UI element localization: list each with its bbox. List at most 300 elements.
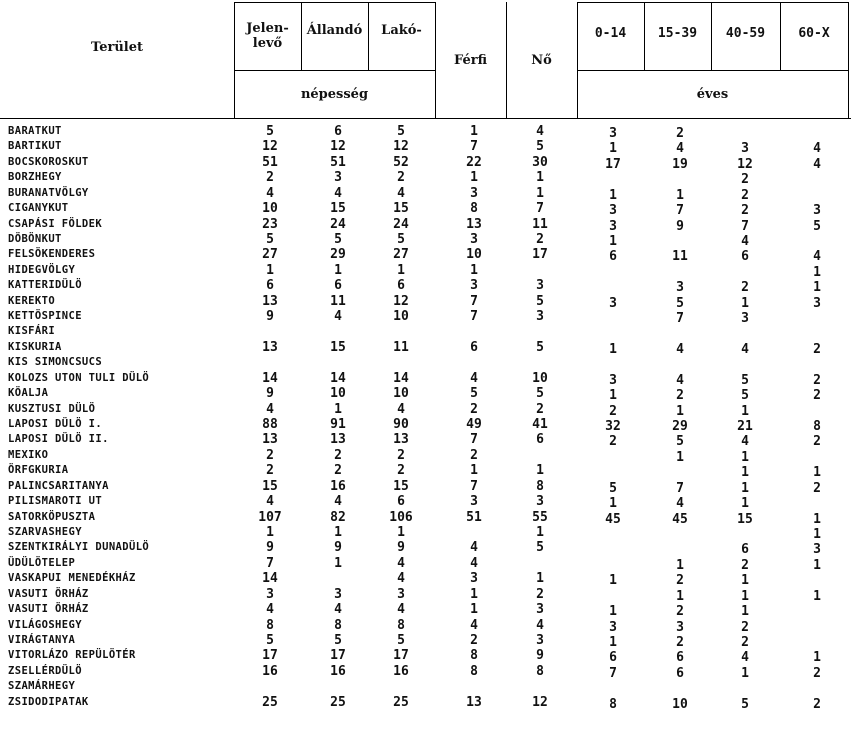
row-value: 107 [258,509,282,525]
row-value: 1 [470,262,478,278]
row-value: 5 [609,480,617,496]
row-value: 3 [470,185,478,201]
table-row [0,556,851,571]
row-value: 12 [532,694,548,710]
row-value: 16 [393,663,409,679]
row-value: 2 [397,447,405,463]
row-value: 4 [397,571,405,587]
header-no: Nő [531,52,552,68]
row-value: 10 [393,386,409,402]
row-value: 106 [389,509,413,525]
row-value: 8 [334,617,342,633]
table-row [0,201,851,219]
table-row [0,155,851,170]
row-value: 6 [741,542,749,558]
row-value: 90 [393,417,409,433]
row-value: 5 [266,632,274,648]
row-area-name: KATTERIDÜLÖ [8,279,82,292]
row-value: 51 [466,509,482,525]
row-value: 7 [470,139,478,155]
table-row [0,463,851,481]
row-value: 1 [609,233,617,249]
row-value: 13 [262,339,278,355]
row-area-name: KÖALJA [8,387,49,400]
row-value: 88 [262,417,278,433]
row-value: 16 [262,663,278,679]
row-value: 6 [676,650,684,666]
row-value: 8 [470,663,478,679]
row-area-name: VIRÁGTANYA [8,633,76,646]
row-area-name: VASKAPUI MENEDÉKHÁZ [8,572,136,585]
row-value: 3 [266,586,274,602]
row-value: 2 [334,463,342,479]
row-value: 11 [330,293,346,309]
row-value: 1 [741,665,749,681]
row-value: 2 [334,447,342,463]
row-value: 1 [741,496,749,512]
row-value: 9 [334,540,342,556]
row-value: 45 [672,511,688,527]
row-value: 1 [470,602,478,618]
row-value: 3 [813,203,821,219]
row-value: 21 [737,419,753,435]
data-rows [0,124,851,710]
row-value: 7 [470,309,478,325]
row-value: 8 [609,696,617,712]
row-value: 7 [470,478,478,494]
row-value: 4 [334,309,342,325]
row-value: 12 [393,293,409,309]
row-value: 3 [470,278,478,294]
row-value: 4 [266,185,274,201]
row-value: 25 [330,694,346,710]
row-area-name: SZAMÁRHEGY [8,680,76,693]
row-value: 8 [266,617,274,633]
row-value: 2 [536,586,544,602]
row-value: 6 [470,339,478,355]
row-value: 4 [470,370,478,386]
row-value: 3 [813,542,821,558]
table-row [0,324,851,339]
row-value: 1 [536,170,544,186]
row-value: 2 [813,434,821,450]
row-value: 4 [266,401,274,417]
row-value: 3 [536,309,544,325]
row-value: 10 [330,386,346,402]
row-value: 1 [813,264,821,280]
row-value: 3 [676,619,684,635]
row-value: 29 [330,247,346,263]
row-value: 24 [330,216,346,232]
row-value: 1 [741,465,749,481]
row-value: 2 [813,665,821,681]
row-value: 11 [532,216,548,232]
row-value: 5 [397,231,405,247]
row-value: 24 [393,216,409,232]
row-value: 2 [266,170,274,186]
table-row [0,309,851,327]
header-bottom-rule [0,118,851,119]
row-value: 1 [676,557,684,573]
row-area-name: LAPOSI DÜLÖ I. [8,418,103,431]
header-age-60-x: 60-X [798,25,830,41]
row-value: 2 [536,231,544,247]
row-area-name: HIDEGVÖLGY [8,263,76,276]
row-value: 4 [741,341,749,357]
row-value: 5 [470,386,478,402]
table-row [0,386,851,404]
row-value: 1 [813,650,821,666]
row-value: 55 [532,509,548,525]
row-value: 2 [813,696,821,712]
row-value: 7 [470,432,478,448]
row-area-name: KETTÖSPINCE [8,310,82,323]
row-area-name: KISKURIA [8,340,62,353]
row-value: 5 [741,372,749,388]
row-value: 3 [536,494,544,510]
row-value: 1 [334,555,342,571]
row-value: 7 [676,203,684,219]
row-value: 4 [334,494,342,510]
row-area-name: BOCSKOROSKUT [8,155,89,168]
row-value: 7 [741,218,749,234]
table-row [0,602,851,620]
row-value: 1 [609,573,617,589]
row-value: 2 [741,619,749,635]
table-row [0,278,851,296]
row-value: 1 [609,634,617,650]
row-value: 4 [813,156,821,172]
row-value: 1 [536,463,544,479]
row-value: 1 [334,401,342,417]
header-age-15-39: 15-39 [657,25,698,41]
table-row [0,247,851,265]
row-value: 22 [466,154,482,170]
row-value: 4 [397,602,405,618]
table-row [0,540,851,558]
row-value: 1 [813,280,821,296]
row-value: 4 [536,617,544,633]
row-value: 1 [609,141,617,157]
row-value: 1 [741,295,749,311]
row-area-name: SZENTKIRÁLYI DUNADÜLÖ [8,541,150,554]
row-value: 2 [266,447,274,463]
row-value: 5 [536,293,544,309]
row-value: 9 [676,218,684,234]
row-value: 6 [676,665,684,681]
row-value: 4 [676,141,684,157]
row-value: 2 [266,463,274,479]
row-value: 1 [334,524,342,540]
row-value: 5 [397,632,405,648]
row-value: 13 [262,432,278,448]
row-value: 5 [741,696,749,712]
table-row [0,679,851,694]
row-value: 4 [470,540,478,556]
row-area-name: KOLOZS UTON TULI DÜLÖ [8,371,150,384]
row-value: 10 [393,309,409,325]
table-row [0,217,851,232]
row-value: 6 [609,650,617,666]
row-value: 9 [397,540,405,556]
table-row [0,633,851,648]
row-area-name: VASUTI ÖRHÁZ [8,587,89,600]
row-value: 1 [609,341,617,357]
row-value: 15 [393,201,409,217]
row-value: 2 [397,170,405,186]
row-value: 4 [741,434,749,450]
row-value: 3 [609,372,617,388]
row-value: 27 [393,247,409,263]
row-value: 2 [741,634,749,650]
row-value: 1 [813,465,821,481]
header-jelenlevo: Jelen- levő [246,21,289,51]
row-value: 2 [397,463,405,479]
row-value: 16 [330,663,346,679]
row-value: 5 [741,388,749,404]
table-row [0,139,851,157]
row-value: 1 [676,588,684,604]
row-value: 2 [741,280,749,296]
row-value: 11 [393,339,409,355]
row-value: 1 [813,557,821,573]
row-value: 2 [741,203,749,219]
row-value: 2 [470,447,478,463]
row-value: 14 [262,571,278,587]
row-value: 15 [330,339,346,355]
row-value: 91 [330,417,346,433]
row-area-name: BURANATVÖLGY [8,186,89,199]
row-value: 1 [741,588,749,604]
table-row [0,618,851,633]
row-value: 41 [532,417,548,433]
row-value: 1 [813,526,821,542]
row-value: 13 [466,694,482,710]
header-allando: Állandó [306,22,363,38]
row-area-name: FELSÖKENDERES [8,248,96,261]
table-row [0,494,851,512]
row-value: 12 [737,156,753,172]
row-value: 1 [536,185,544,201]
row-value: 1 [536,524,544,540]
row-value: 3 [676,280,684,296]
row-value: 3 [609,619,617,635]
row-value: 2 [609,434,617,450]
row-area-name: ZSIDODIPATAK [8,695,89,708]
row-value: 1 [470,170,478,186]
row-area-name: BORZHEGY [8,171,62,184]
row-value: 2 [676,388,684,404]
row-value: 4 [741,233,749,249]
row-value: 6 [397,278,405,294]
row-value: 82 [330,509,346,525]
row-area-name: ÜDÜLÖTELEP [8,556,76,569]
row-value: 13 [393,432,409,448]
row-value: 3 [470,571,478,587]
row-value: 9 [536,648,544,664]
header-ferfi: Férfi [453,52,488,68]
row-value: 5 [813,218,821,234]
row-area-name: VASUTI ÖRHÁZ [8,603,89,616]
row-value: 5 [334,231,342,247]
col-divider [848,2,849,118]
row-value: 51 [262,154,278,170]
table-row [0,402,851,417]
row-area-name: ZSELLÉRDÜLÖ [8,664,82,677]
row-value: 4 [334,602,342,618]
row-value: 7 [470,293,478,309]
row-area-name: DÖBÖNKUT [8,232,62,245]
row-value: 10 [532,370,548,386]
row-value: 1 [266,262,274,278]
row-area-name: PALINCSARITANYA [8,479,109,492]
row-value: 6 [397,494,405,510]
row-value: 9 [266,386,274,402]
row-value: 2 [741,172,749,188]
row-value: 17 [262,648,278,664]
row-value: 1 [676,449,684,465]
row-value: 2 [609,403,617,419]
row-value: 3 [741,311,749,327]
row-value: 4 [813,141,821,157]
table-row [0,124,851,139]
row-value: 12 [330,139,346,155]
row-value: 8 [397,617,405,633]
row-value: 16 [330,478,346,494]
row-value: 1 [609,496,617,512]
row-value: 1 [676,187,684,203]
row-value: 2 [813,341,821,357]
table-row [0,263,851,278]
row-value: 1 [334,262,342,278]
row-value: 25 [262,694,278,710]
header-age-40-59: 40-59 [725,25,766,41]
row-value: 10 [466,247,482,263]
row-value: 4 [397,185,405,201]
table-row [0,479,851,494]
header-terulet: Terület [91,39,143,55]
row-value: 7 [609,665,617,681]
row-value: 4 [397,555,405,571]
row-value: 1 [741,480,749,496]
row-area-name: LAPOSI DÜLÖ II. [8,433,109,446]
table-row [0,525,851,540]
row-value: 2 [676,634,684,650]
row-value: 1 [397,524,405,540]
row-value: 12 [393,139,409,155]
row-value: 11 [672,249,688,265]
row-value: 4 [813,249,821,265]
row-value: 32 [605,419,621,435]
row-value: 1 [536,571,544,587]
row-value: 3 [609,295,617,311]
row-value: 15 [262,478,278,494]
row-value: 2 [741,557,749,573]
row-value: 7 [676,480,684,496]
table-row [0,340,851,355]
row-value: 4 [397,401,405,417]
row-value: 1 [470,463,478,479]
row-value: 2 [676,126,684,141]
row-value: 3 [609,203,617,219]
row-value: 30 [532,154,548,170]
row-value: 3 [609,126,617,141]
row-value: 1 [741,403,749,419]
row-value: 15 [330,201,346,217]
header-age-0-14: 0-14 [594,25,627,41]
row-value: 12 [262,139,278,155]
row-area-name: BARATKUT [8,125,62,137]
row-value: 4 [676,372,684,388]
row-value: 5 [676,434,684,450]
row-value: 3 [470,494,478,510]
row-value: 1 [470,124,478,139]
row-value: 19 [672,156,688,172]
row-value: 6 [334,124,342,139]
row-area-name: PILISMAROTI UT [8,495,103,508]
table-row [0,371,851,386]
table-row [0,232,851,247]
row-value: 1 [676,403,684,419]
row-value: 14 [393,370,409,386]
row-value: 3 [536,278,544,294]
row-value: 49 [466,417,482,433]
row-value: 13 [262,293,278,309]
row-value: 1 [609,388,617,404]
row-value: 27 [262,247,278,263]
row-value: 3 [334,586,342,602]
row-value: 1 [813,588,821,604]
row-value: 1 [741,573,749,589]
row-value: 1 [609,187,617,203]
row-value: 15 [737,511,753,527]
row-value: 5 [536,139,544,155]
row-value: 4 [266,494,274,510]
row-value: 4 [676,341,684,357]
row-value: 17 [330,648,346,664]
row-value: 1 [813,511,821,527]
row-value: 1 [266,524,274,540]
row-value: 3 [334,170,342,186]
row-value: 2 [536,401,544,417]
row-value: 2 [676,604,684,620]
row-value: 17 [393,648,409,664]
table-row [0,186,851,201]
row-value: 7 [676,311,684,327]
table-row [0,695,851,710]
row-value: 2 [813,480,821,496]
row-value: 13 [466,216,482,232]
row-value: 1 [741,449,749,465]
row-value: 8 [470,201,478,217]
row-value: 3 [470,231,478,247]
row-value: 2 [813,388,821,404]
table-row [0,355,851,370]
header-eves: éves [696,86,729,102]
row-value: 4 [334,185,342,201]
row-value: 5 [536,339,544,355]
row-value: 8 [813,419,821,435]
row-value: 29 [672,419,688,435]
header-nepesseg: népesség [300,86,369,102]
row-value: 4 [676,496,684,512]
table-row [0,170,851,188]
row-area-name: ÖRFGKURIA [8,464,69,477]
table-row [0,664,851,679]
row-value: 5 [536,386,544,402]
row-value: 2 [741,187,749,203]
row-value: 51 [330,154,346,170]
